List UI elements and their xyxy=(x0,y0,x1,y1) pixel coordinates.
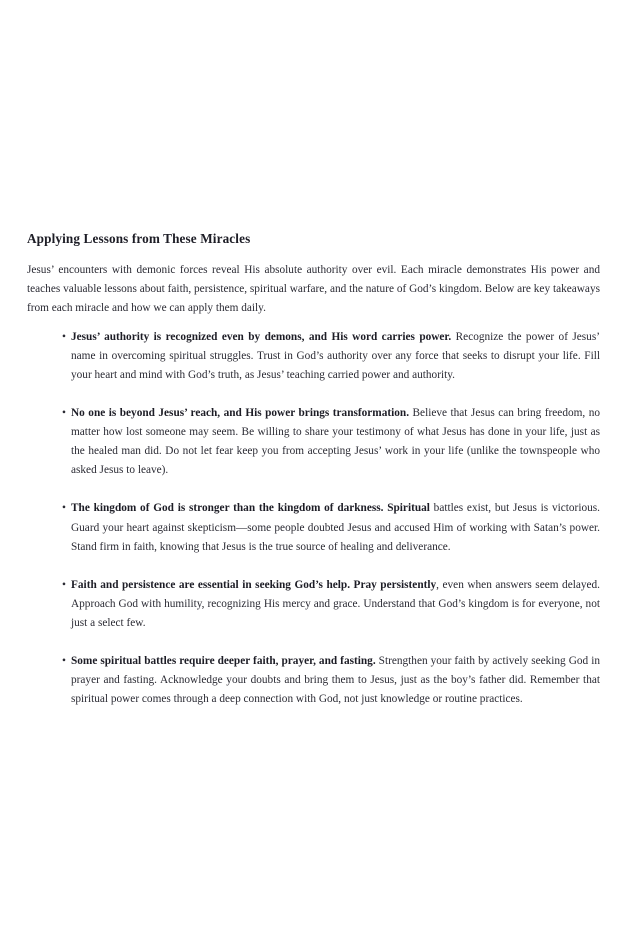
bullet-point-icon: • xyxy=(62,578,66,591)
list-item xyxy=(27,404,600,480)
list-item-body: Strengthen your faith by actively seeking God in prayer and fasting. Acknowledge your doubts and bring them to Jesus, just as the boy’s father did. Remember that spiritual power comes through a deep connection with God, not just knowledge or routine practices. xyxy=(71,655,600,706)
list-item-lead-in: The kingdom of God is stronger than the kingdom of darkness. Spiritual xyxy=(71,502,430,515)
bullet-point-icon: • xyxy=(62,502,66,515)
takeaways-list xyxy=(27,328,600,710)
intro-paragraph: Jesus’ encounters with demonic forces reveal His absolute authority over evil. Each miracle demonstrates His power and teaches valuable lessons about faith, persistence, spiritual warfare, and the nature of God’s kingdom. Below are key takeaways from each miracle and how we can apply them daily. xyxy=(27,263,600,314)
bullet-point-icon: • xyxy=(62,330,66,343)
list-item xyxy=(27,328,600,385)
page-title: Applying Lessons from These Miracles xyxy=(27,231,251,246)
list-item xyxy=(27,499,600,556)
list-item-body: battles exist, but Jesus is victorious. Guard your heart against skepticism—some people doubted Jesus and accused Him of working with Satan’s power. Stand firm in faith, knowing that Jesus is the true source of healing and deliverance. xyxy=(71,502,600,553)
list-item-lead-in: Faith and persistence are essential in seeking God’s help. Pray persistently xyxy=(71,578,437,591)
list-item-lead-in: No one is beyond Jesus’ reach, and His power brings transformation. xyxy=(71,407,410,420)
list-item xyxy=(27,652,600,709)
list-item-lead-in: Some spiritual battles require deeper faith, prayer, and fasting. xyxy=(71,655,376,667)
list-item-lead-in: Jesus’ authority is recognized even by demons, and His word carries power. xyxy=(71,330,452,343)
page-content xyxy=(27,231,600,709)
bullet-point-icon: • xyxy=(62,407,66,420)
bullet-point-icon: • xyxy=(62,655,66,667)
list-item-body: Recognize the power of Jesus’ name in overcoming spiritual struggles. Trust in God’s authority over any force that seeks to disrupt your life. Fill your heart and mind with God’s truth, as Jesus’ teaching carried power and authority. xyxy=(71,330,600,381)
list-item-body: Believe that Jesus can bring freedom, no matter how lost someone may seem. Be willing to share your testimony of what Jesus has done in your life, just as the healed man did. Do not let fear keep you from accepting Jesus’ work in your life (unlike the townspeople who asked Jesus to leave). xyxy=(71,407,601,477)
list-item-body: , even when answers seem delayed. Approach God with humility, recognizing His mercy and grace. Understand that God’s kingdom is for everyone, not just a select few. xyxy=(71,578,600,629)
list-item xyxy=(27,576,600,633)
